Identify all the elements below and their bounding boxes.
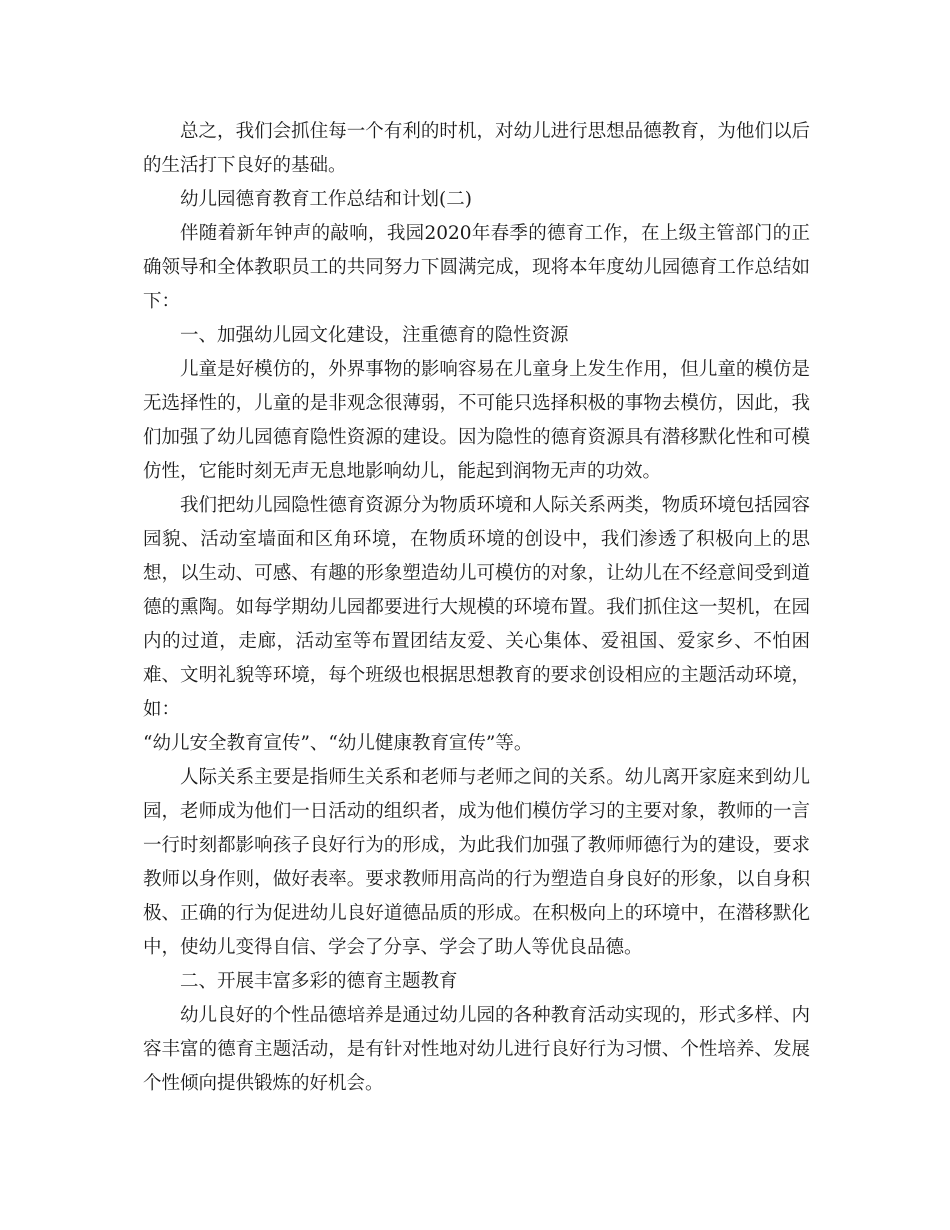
paragraph: 儿童是好模仿的，外界事物的影响容易在儿童身上发生作用，但儿童的模仿是无选择性的，儿童的是非观念很薄弱，不可能只选择积极的事物去模仿，因此，我们加强了幼儿园德育隐性资源的建设。因为隐性的德育资源具有潜移默化性和可模仿性，它能时刻无声无息地影响幼儿，能起到润物无声的功效。 — [143, 359, 810, 482]
paragraph: 总之，我们会抓住每一个有利的时机，对幼儿进行思想品德教育，为他们以后的生活打下良好的基础。 — [143, 121, 810, 176]
paragraph: 人际关系主要是指师生关系和老师与老师之间的关系。幼儿离开家庭来到幼儿园，老师成为他们一日活动的组织者，成为他们模仿学习的主要对象，教师的一言一行时刻都影响孩子良好行为的形成，为此我们加强了教师师德行为的建设，要求教师以身作则，做好表率。要求教师用高尚的行为塑造自身良好的形象，以自身积极、正确的行为促进幼儿良好道德品质的形成。在积极向上的环境中，在潜移默化中，使幼儿变得自信、学会了分享、学会了助人等优良品德。 — [143, 767, 810, 958]
document-body — [143, 115, 810, 1101]
paragraph: 我们把幼儿园隐性德育资源分为物质环境和人际关系两类，物质环境包括园容园貌、活动室墙面和区角环境，在物质环境的创设中，我们渗透了积极向上的思想，以生动、可感、有趣的形象塑造幼儿可模仿的对象，让幼儿在不经意间受到道德的熏陶。如每学期幼儿园都要进行大规模的环境布置。我们抓住这一契机，在园内的过道，走廊，活动室等布置团结友爱、关心集体、爱祖国、爱家乡、不怕困难、文明礼貌等环境，每个班级也根据思想教育的要求创设相应的主题活动环境，如： — [143, 495, 810, 720]
paragraph: 伴随着新年钟声的敲响，我园2020年春季的德育工作，在上级主管部门的正确领导和全体教职员工的共同努力下圆满完成，现将本年度幼儿园德育工作总结如下： — [143, 223, 810, 312]
section-heading: 一、加强幼儿园文化建设，注重德育的隐性资源 — [180, 325, 569, 346]
section-heading: 二、开展丰富多彩的德育主题教育 — [180, 971, 458, 992]
paragraph-continuation: “幼儿安全教育宣传”、“幼儿健康教育宣传”等。 — [143, 733, 533, 754]
paragraph: 幼儿良好的个性品德培养是通过幼儿园的各种教育活动实现的，形式多样、内容丰富的德育主题活动，是有针对性地对幼儿进行良好行为习惯、个性培养、发展个性倾向提供锻炼的好机会。 — [143, 1005, 810, 1094]
section-heading: 幼儿园德育教育工作总结和计划(二) — [180, 189, 472, 210]
